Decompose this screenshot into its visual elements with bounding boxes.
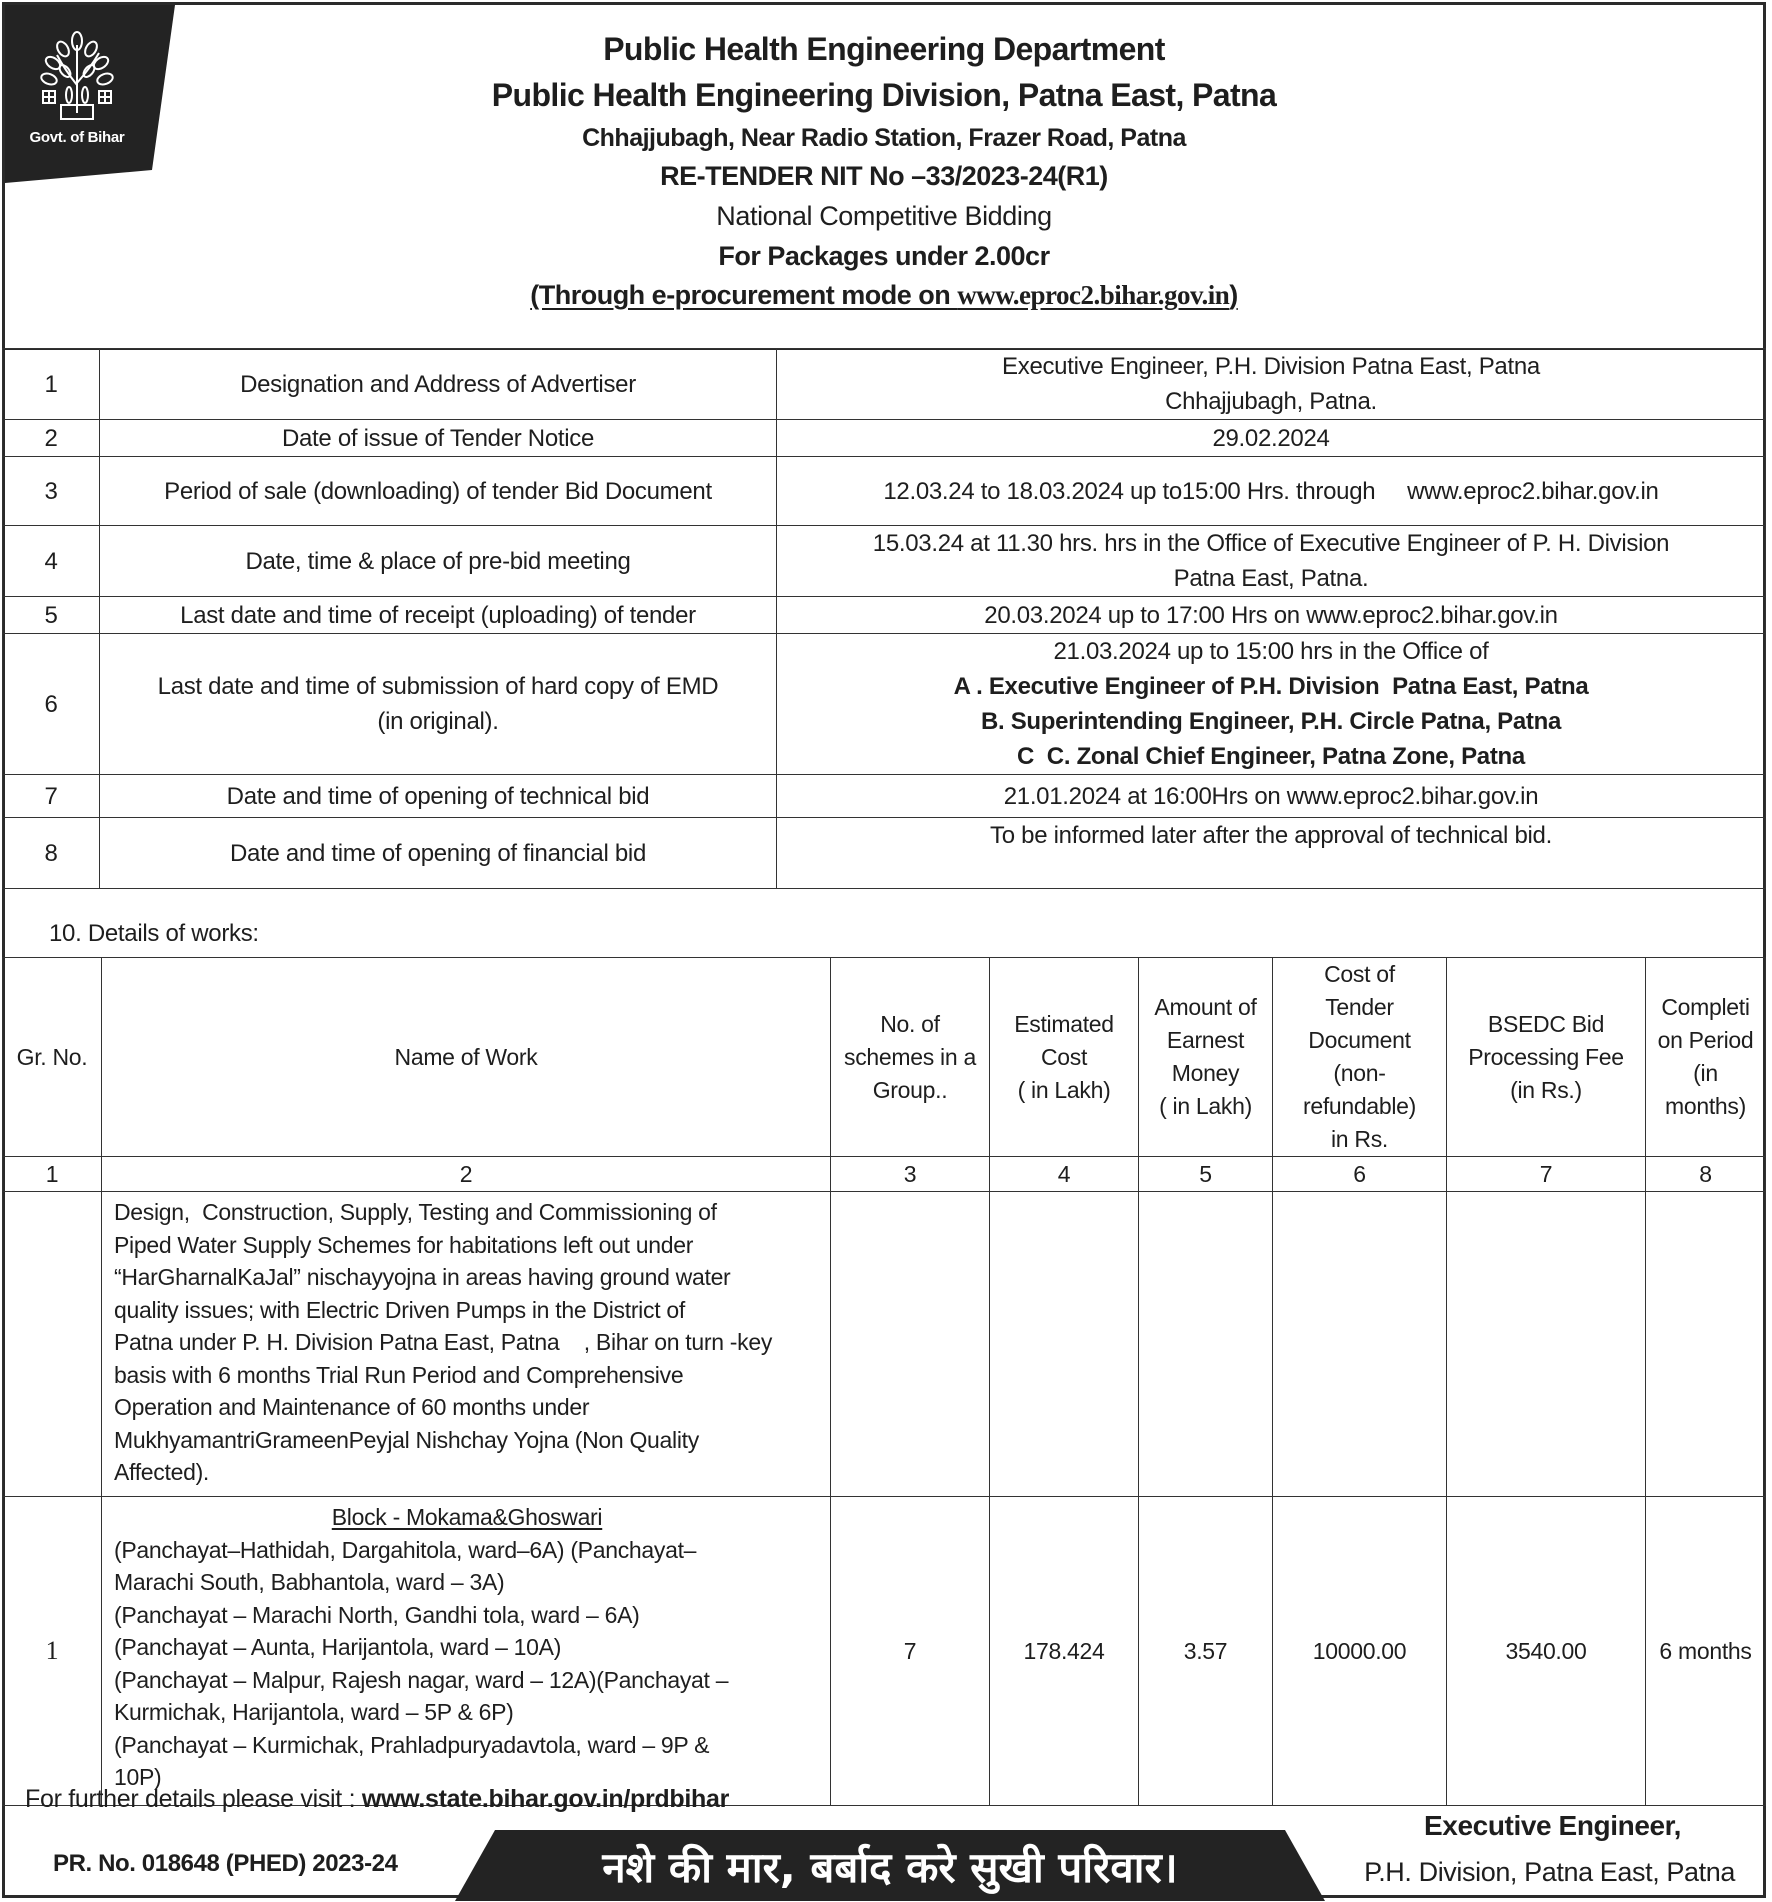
group-row	[3, 1497, 1766, 1806]
info-row-number: 3	[3, 457, 100, 526]
office-c: C C. Zonal Chief Engineer, Patna Zone, Patna	[1017, 743, 1525, 770]
column-number: 3	[831, 1157, 990, 1192]
no-of-schemes: 7	[831, 1497, 990, 1806]
department-title: Public Health Engineering Department	[603, 31, 1165, 67]
info-row-value: 12.03.24 to 18.03.2024 up to15:00 Hrs. through www.eproc2.bihar.gov.in	[777, 457, 1766, 526]
works-table	[2, 957, 1766, 1806]
slogan-banner	[455, 1830, 1325, 1901]
info-row-number: 1	[3, 349, 100, 420]
bsedc-fee: 3540.00	[1447, 1497, 1646, 1806]
slogan-text: नशे की मार, बर्बाद करे सुखी परिवार।	[602, 1843, 1178, 1892]
info-row-label: Date, time & place of pre-bid meeting	[100, 526, 777, 597]
panchayat-line: (Panchayat–Hathidah, Dargahitola, ward–6A) (Panchayat–	[114, 1536, 697, 1563]
info-row	[3, 818, 1766, 889]
further-details	[25, 1785, 729, 1814]
nit-number: RE-TENDER NIT No –33/2023-24(R1)	[660, 161, 1108, 191]
header-name-of-work: Name of Work	[102, 958, 831, 1157]
info-row	[3, 597, 1766, 634]
header-earnest-money: Amount of Earnest Money ( in Lakh)	[1139, 958, 1273, 1157]
description-line: Affected).	[114, 1459, 210, 1485]
empty-cell	[1646, 1192, 1766, 1497]
eproc-note-text	[530, 280, 1238, 310]
pr-number: PR. No. 018648 (PHED) 2023-24	[53, 1850, 398, 1877]
earnest-money: 3.57	[1139, 1497, 1273, 1806]
panchayat-line: Kurmichak, Harijantola, ward – 5P & 6P)	[114, 1699, 514, 1725]
bidding-type: National Competitive Bidding	[716, 201, 1052, 231]
eproc-suffix: )	[1229, 280, 1238, 310]
info-row-number: 5	[3, 597, 100, 634]
value-line: 21.03.2024 up to 15:00 hrs in the Office of	[1053, 638, 1489, 665]
info-row-number: 8	[3, 818, 100, 889]
header-tender-doc-cost: Cost of Tender Document (non- refundable) in Rs.	[1273, 958, 1447, 1157]
info-row-number: 7	[3, 775, 100, 818]
office-b: B. Superintending Engineer, P.H. Circle Patna, Patna	[980, 708, 1562, 735]
column-number: 2	[102, 1157, 831, 1192]
info-row-value	[777, 349, 1766, 420]
info-row-label: Date and time of opening of financial bid	[100, 818, 777, 889]
tender-document-cost: 10000.00	[1273, 1497, 1447, 1806]
description-line: Operation and Maintenance of 60 months under	[114, 1394, 590, 1420]
eproc-prefix: (Through e-procurement mode on	[530, 280, 958, 310]
info-row	[3, 420, 1766, 457]
description-line: Patna under P. H. Division Patna East, Patna , Bihar on turn -key	[114, 1329, 773, 1355]
info-row	[3, 634, 1766, 775]
logo-caption: Govt. of Bihar	[29, 129, 125, 146]
header-completion-period: Completi on Period (in months)	[1646, 958, 1766, 1157]
info-row-number: 4	[3, 526, 100, 597]
info-row-value: 20.03.2024 up to 17:00 Hrs on www.eproc2.bihar.gov.in	[777, 597, 1766, 634]
prd-bihar-link[interactable]: www.state.bihar.gov.in/prdbihar	[361, 1785, 730, 1813]
description-line: quality issues; with Electric Driven Pumps in the District of	[114, 1296, 685, 1323]
panchayat-line: (Panchayat – Aunta, Harijantola, ward – 10A)	[114, 1634, 562, 1660]
info-row-label: Last date and time of receipt (uploading) of tender	[100, 597, 777, 634]
info-row-label	[100, 634, 777, 775]
tender-notice-page	[2, 2, 1766, 1898]
empty-cell	[1273, 1192, 1447, 1497]
header-bsedc-fee: BSEDC Bid Processing Fee (in Rs.)	[1447, 958, 1646, 1157]
column-number: 4	[990, 1157, 1139, 1192]
panchayat-line: (Panchayat – Kurmichak, Prahladpuryadavtola, ward – 9P &	[114, 1731, 710, 1758]
group-locations	[102, 1497, 831, 1806]
column-number: 1	[3, 1157, 102, 1192]
panchayat-line: (Panchayat – Marachi North, Gandhi tola, ward – 6A)	[114, 1601, 640, 1628]
eproc-link[interactable]: www.eproc2.bihar.gov.in	[957, 280, 1230, 310]
column-number: 8	[1646, 1157, 1766, 1192]
empty-cell	[1139, 1192, 1273, 1497]
value-line: Executive Engineer, P.H. Division Patna East, Patna	[1002, 353, 1540, 380]
label-line: Last date and time of submission of hard copy of EMD	[157, 673, 719, 700]
header-gr-no: Gr. No.	[3, 958, 102, 1157]
empty-cell	[831, 1192, 990, 1497]
header-no-of-schemes: No. of schemes in a Group..	[831, 958, 990, 1157]
further-details-prefix: For further details please visit :	[25, 1785, 362, 1813]
signatory-title: Executive Engineer,	[1424, 1810, 1681, 1841]
description-line: “HarGharnalKaJal” nischayyojna in areas having ground water	[114, 1264, 731, 1290]
label-line: (in original).	[377, 708, 499, 735]
info-row-value: 29.02.2024	[777, 420, 1766, 457]
empty-cell	[1447, 1192, 1646, 1497]
empty-cell	[990, 1192, 1139, 1497]
package-limit: For Packages under 2.00cr	[718, 241, 1050, 271]
info-row-value	[777, 634, 1766, 775]
empty-cell	[3, 1192, 102, 1497]
info-row	[3, 526, 1766, 597]
info-row-number: 6	[3, 634, 100, 775]
completion-period: 6 months	[1646, 1497, 1766, 1806]
description-line: basis with 6 months Trial Run Period and Comprehensive	[114, 1361, 684, 1388]
info-row-value	[777, 526, 1766, 597]
info-row-label: Date of issue of Tender Notice	[100, 420, 777, 457]
block-title: Block - Mokama&Ghoswari	[331, 1504, 603, 1530]
panchayat-line: 10P)	[114, 1764, 162, 1790]
division-title: Public Health Engineering Division, Patna East, Patna	[491, 77, 1277, 113]
panchayat-line: Marachi South, Babhantola, ward – 3A)	[114, 1569, 505, 1595]
office-address: Chhajjubagh, Near Radio Station, Frazer Road, Patna	[582, 124, 1186, 152]
column-number: 5	[1139, 1157, 1273, 1192]
value-line: Patna East, Patna.	[1173, 565, 1369, 592]
info-row-value: To be informed later after the approval of technical bid.	[777, 818, 1766, 889]
info-row-label: Designation and Address of Advertiser	[100, 349, 777, 420]
info-row	[3, 349, 1766, 420]
header-estimated-cost: Estimated Cost ( in Lakh)	[990, 958, 1139, 1157]
column-number: 7	[1447, 1157, 1646, 1192]
group-number: 1	[3, 1497, 102, 1806]
works-caption: 10. Details of works:	[49, 920, 259, 947]
description-line: MukhyamantriGrameenPeyjal Nishchay Yojna (Non Quality	[114, 1426, 699, 1453]
info-row	[3, 457, 1766, 526]
info-row-value: 21.01.2024 at 16:00Hrs on www.eproc2.bihar.gov.in	[777, 775, 1766, 818]
works-header-row	[3, 958, 1766, 1157]
estimated-cost: 178.424	[990, 1497, 1139, 1806]
column-number: 6	[1273, 1157, 1447, 1192]
work-description	[102, 1192, 831, 1497]
eproc-note	[5, 280, 1763, 311]
description-line: Piped Water Supply Schemes for habitations left out under	[114, 1231, 694, 1258]
panchayat-line: (Panchayat – Malpur, Rajesh nagar, ward – 12A)(Panchayat –	[114, 1666, 729, 1693]
office-a: A . Executive Engineer of P.H. Division Patna East, Patna	[953, 673, 1589, 700]
value-line: 15.03.24 at 11.30 hrs. hrs in the Office of Executive Engineer of P. H. Division	[872, 530, 1670, 557]
description-line: Design, Construction, Supply, Testing and Commissioning of	[114, 1199, 717, 1225]
info-row-label: Date and time of opening of technical bid	[100, 775, 777, 818]
signatory-office: P.H. Division, Patna East, Patna	[1364, 1857, 1735, 1887]
tender-info-table	[2, 348, 1766, 889]
info-row	[3, 775, 1766, 818]
notice-header	[5, 5, 1763, 350]
value-line: Chhajjubagh, Patna.	[1165, 388, 1377, 415]
work-description-row	[3, 1192, 1766, 1497]
info-row-number: 2	[3, 420, 100, 457]
column-number-row	[3, 1157, 1766, 1192]
info-row-label: Period of sale (downloading) of tender Bid Document	[100, 457, 777, 526]
